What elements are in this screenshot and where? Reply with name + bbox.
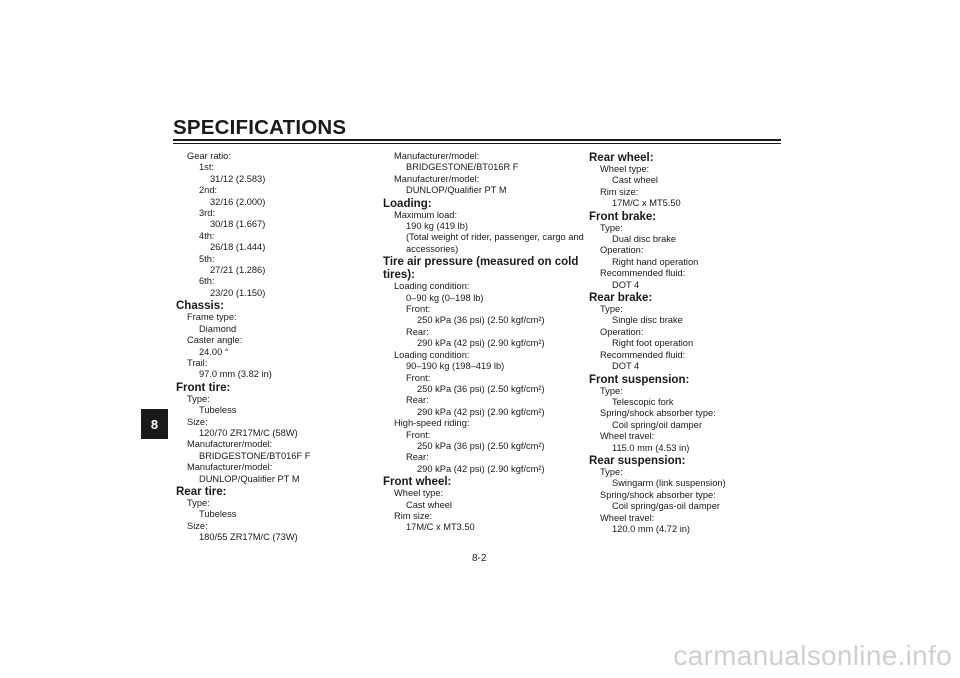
spec-label: Trail: [187, 357, 208, 368]
spec-value: 24.00 ° [199, 346, 229, 357]
spec-value: 3rd: [199, 208, 216, 219]
spec-value: 1st: [199, 162, 214, 173]
spec-value: Tubeless [199, 405, 237, 416]
spec-value: Rear: [406, 395, 429, 406]
page-number: 8-2 [472, 553, 487, 564]
spec-value: DUNLOP/Qualifier PT M [199, 473, 300, 484]
spec-label: Rim size: [600, 186, 639, 197]
spec-value: 115.0 mm (4.53 in) [612, 442, 690, 453]
spec-value: 5th: [199, 253, 215, 264]
spec-label: Gear ratio: [187, 151, 231, 161]
section-heading: Rear wheel: [589, 152, 654, 164]
spec-value: DOT 4 [612, 279, 640, 290]
spec-label: 31/12 (2.583) [210, 173, 266, 184]
spec-label: Manufacturer/model: [187, 462, 273, 473]
spec-label: Caster angle: [187, 335, 243, 346]
section-heading: Tire air pressure (measured on cold [383, 256, 579, 269]
spec-label: Type: [600, 385, 623, 396]
section-heading: Front wheel: [383, 476, 452, 489]
spec-label: 250 kPa (36 psi) (2.50 kgf/cm²) [417, 440, 545, 451]
spec-label: Size: [187, 416, 208, 427]
spec-label: 30/18 (1.667) [210, 219, 266, 230]
spec-label: 32/16 (2.000) [210, 196, 266, 207]
spec-value: Front: [406, 372, 431, 383]
spec-label: Maximum load: [394, 209, 458, 220]
section-heading: tires): [383, 269, 415, 282]
spec-value: Swingarm (link suspension) [612, 478, 726, 489]
spec-label: Type: [600, 222, 623, 233]
spec-value: Coil spring/oil damper [612, 419, 702, 430]
spec-value: Cast wheel [612, 175, 658, 186]
spec-label: Recommended fluid: [600, 349, 686, 360]
spec-value: DUNLOP/Qualifier PT M [406, 185, 507, 196]
spec-label: 26/18 (1.444) [210, 242, 266, 253]
spec-value: 2nd: [199, 185, 218, 196]
spec-label: Wheel type: [600, 164, 650, 174]
spec-value: 17M/C x MT3.50 [406, 522, 475, 533]
spec-value: (Total weight of rider, passenger, cargo and [406, 232, 584, 243]
section-heading: Rear tire: [176, 485, 227, 498]
spec-value: BRIDGESTONE/BT016R F [406, 162, 519, 173]
title-rule-thin [173, 143, 781, 144]
spec-value: Telescopic fork [612, 396, 674, 407]
chapter-tab: 8 [141, 409, 168, 439]
spec-value: Front: [406, 304, 431, 315]
spec-label: Operation: [600, 326, 644, 337]
title-rule-thick [173, 139, 781, 141]
spec-label: Loading condition: [394, 349, 470, 360]
spec-label: Wheel travel: [600, 431, 655, 442]
spec-label: Wheel travel: [600, 512, 655, 523]
spec-label: 290 kPa (42 psi) (2.90 kgf/cm²) [417, 463, 545, 474]
spec-value: Right hand operation [612, 256, 699, 267]
spec-value: 17M/C x MT5.50 [612, 198, 681, 209]
spec-value: 90–190 kg (198–419 lb) [406, 361, 505, 372]
spec-label: High-speed riding: [394, 418, 470, 429]
spec-label: 290 kPa (42 psi) (2.90 kgf/cm²) [417, 406, 545, 417]
section-heading: Chassis: [176, 300, 224, 313]
spec-label: Type: [600, 304, 623, 315]
spec-value: Rear: [406, 326, 429, 337]
spec-label: Size: [187, 520, 208, 531]
section-heading: Front tire: [176, 381, 231, 394]
spec-value: BRIDGESTONE/BT016F F [199, 450, 311, 461]
spec-label: Spring/shock absorber type: [600, 408, 716, 419]
spec-value: Single disc brake [612, 315, 683, 326]
spec-label: Rim size: [394, 510, 433, 521]
spec-label: 250 kPa (36 psi) (2.50 kgf/cm²) [417, 383, 545, 394]
spec-value: Diamond [199, 323, 237, 334]
spec-column-2 [383, 151, 583, 534]
spec-value: 180/55 ZR17M/C (73W) [199, 532, 298, 543]
spec-label: Spring/shock absorber type: [600, 489, 716, 500]
spec-value: Rear: [406, 452, 429, 463]
spec-value: Tubeless [199, 509, 237, 520]
spec-label: 27/21 (1.286) [210, 265, 266, 276]
section-heading: Rear brake: [589, 292, 653, 305]
section-heading: Front brake: [589, 210, 657, 223]
spec-label: Type: [600, 466, 623, 477]
spec-value: 4th: [199, 230, 215, 241]
spec-label: Wheel type: [394, 488, 444, 499]
section-heading: Front suspension: [589, 373, 690, 386]
spec-value: Coil spring/gas-oil damper [612, 501, 720, 512]
spec-column-1 [176, 151, 366, 544]
spec-label: Loading condition: [394, 281, 470, 292]
section-heading: Rear suspension: [589, 454, 686, 467]
spec-value: 120.0 mm (4.72 in) [612, 523, 691, 534]
spec-value: 6th: [199, 276, 215, 287]
spec-value: accessories) [406, 243, 459, 254]
spec-label: Type: [187, 497, 210, 508]
spec-label: 290 kPa (42 psi) (2.90 kgf/cm²) [417, 338, 545, 349]
spec-value: Front: [406, 429, 431, 440]
spec-value: 190 kg (419 lb) [406, 221, 469, 232]
page-title: SPECIFICATIONS [173, 116, 347, 139]
spec-label: Manufacturer/model: [394, 151, 480, 161]
spec-label: Recommended fluid: [600, 268, 686, 279]
spec-column-3 [589, 151, 789, 535]
spec-value: DOT 4 [612, 361, 640, 372]
spec-value: 0–90 kg (0–198 lb) [406, 292, 484, 303]
spec-label: 23/20 (1.150) [210, 287, 266, 298]
watermark-text: carmanualsonline.info [673, 640, 952, 671]
spec-label: 250 kPa (36 psi) (2.50 kgf/cm²) [417, 315, 545, 326]
spec-label: Frame type: [187, 312, 237, 323]
spec-value: Cast wheel [406, 499, 452, 510]
spec-value: 97.0 mm (3.82 in) [199, 369, 272, 380]
spec-value: 120/70 ZR17M/C (58W) [199, 427, 298, 438]
spec-label: Manufacturer/model: [187, 439, 273, 450]
spec-value: Right foot operation [612, 338, 694, 349]
spec-label: Manufacturer/model: [394, 173, 480, 184]
spec-label: Operation: [600, 245, 644, 256]
section-heading: Loading: [383, 197, 432, 210]
spec-label: Type: [187, 393, 210, 404]
spec-value: Dual disc brake [612, 234, 677, 245]
